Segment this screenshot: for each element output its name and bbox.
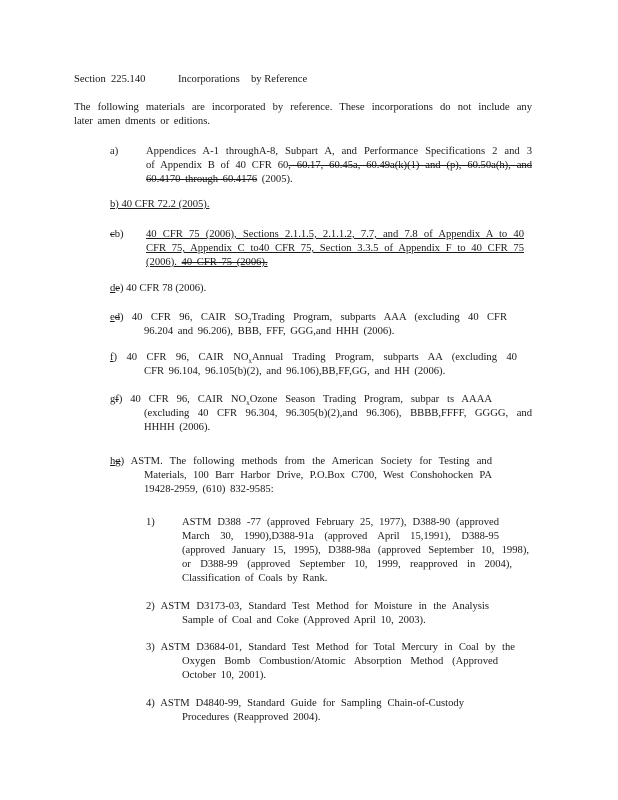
- item-d-label-struck: e: [115, 283, 120, 294]
- astm-2-line-2: Sample of Coal and Coke (Approved April 10, 2003).: [182, 615, 426, 626]
- astm-4-line-2: Procedures (Reapproved 2004).: [182, 712, 321, 723]
- item-c-label-struck: c: [110, 229, 115, 240]
- item-g-subscript: x: [246, 399, 250, 407]
- item-e: [110, 311, 507, 339]
- item-h-line-1: [110, 455, 492, 469]
- item-g-line-2: (excluding 40 CFR 96.304, 96.305(b)(2),and 96.306), BBBB,FFFF, GGGG, and: [144, 408, 532, 419]
- item-g-label-new: g: [110, 394, 116, 405]
- item-h: [110, 455, 492, 497]
- astm-1-line: ASTM D388 -77 (approved February 25, 1977), D388-90 (approved: [182, 517, 499, 528]
- item-f-label-new: f: [110, 352, 114, 363]
- item-c-line-3-text: (2006).: [146, 257, 182, 268]
- item-d-label-new: d: [110, 283, 116, 294]
- item-a-line-3: [146, 173, 532, 187]
- item-c-line-2: CFR 75, Appendix C to40 CFR 75, Section 3.3.5 of Appendix F to 40 CFR 75: [146, 243, 524, 254]
- item-a-line-1: Appendices A-1 throughA-8, Subpart A, and Performance Specifications 2 and 3: [146, 146, 532, 157]
- item-g: [110, 393, 532, 435]
- section-heading: [74, 73, 374, 87]
- astm-1-line: March 30, 1990),D388-91a (approved April 15,1991), D388-95: [182, 531, 499, 542]
- astm-4-line-1: ASTM D4840-99, Standard Guide for Sampling Chain-of-Custody: [160, 698, 464, 709]
- item-c-label-new: b): [114, 229, 124, 240]
- item-c-line-3: [146, 256, 524, 270]
- item-a: [146, 145, 532, 187]
- astm-3-line-1: ASTM D3684-01, Standard Test Method for Total Mercury in Coal by the: [160, 642, 515, 653]
- item-h-line-2: Materials, 100 Barr Harbor Drive, P.O.Box C700, West Conshohocken PA: [144, 470, 492, 481]
- item-f-line-1: [110, 351, 517, 365]
- section-title-suffix: by Reference: [251, 74, 308, 85]
- astm-3-line: [146, 641, 515, 655]
- item-f: [110, 351, 517, 379]
- item-f-line-2: CFR 96.104, 96.105(b)(2), and 96.106),BB,FF,GG, and HH (2006).: [144, 366, 446, 377]
- astm-1: [182, 516, 529, 586]
- item-e-line-1-post: Trading Program, subparts AAA (excluding 40 CFR: [251, 312, 508, 323]
- item-g-line-3: HHHH (2006).: [144, 422, 211, 433]
- item-c: [146, 228, 524, 270]
- item-b: b) 40 CFR 72.2 (2005).: [110, 199, 210, 210]
- astm-2-line: [146, 600, 489, 614]
- astm-1-line: (approved January 15, 1995), D388-98a (approved September 10, 1998),: [182, 545, 529, 556]
- item-a-label: a): [110, 146, 119, 157]
- astm-2-label: 2): [146, 601, 155, 612]
- item-d-text: ) 40 CFR 78 (2006).: [120, 283, 207, 294]
- astm-1-line: or D388-99 (approved September 10, 1999, reapproved in 2004),: [182, 559, 512, 570]
- astm-3-label: 3): [146, 642, 155, 653]
- item-g-line-1: [110, 393, 532, 407]
- item-g-line-1-post: Ozone Season Trading Program, subpar ts AAAA: [249, 394, 492, 405]
- intro-paragraph: [74, 101, 532, 129]
- astm-3-line-3: October 10, 2001).: [182, 670, 267, 681]
- item-a-struck-text: , 60.17, 60.45a, 60.49a(k)(1) and (p), 60.50a(h), and: [288, 160, 533, 171]
- item-a-struck-text-2: 60.4170 through 60.4176: [146, 174, 258, 185]
- item-g-line-1-pre: ) 40 CFR 96, CAIR NO: [118, 394, 247, 405]
- item-a-line-2-text: of Appendix B of 40 CFR 60: [146, 160, 289, 171]
- section-number: 225.140: [111, 74, 146, 85]
- item-e-label-new: e: [110, 312, 115, 323]
- item-e-line-2: 96.204 and 96.206), BBB, FFF, GGG,and HHH (2006).: [144, 326, 395, 337]
- item-e-line-1: [110, 311, 507, 325]
- intro-line-2: later amen dments or editions.: [74, 116, 210, 127]
- astm-1-line: Classification of Coals by Rank.: [182, 573, 328, 584]
- item-d: [110, 282, 206, 296]
- section-label: Section: [74, 74, 106, 85]
- item-e-subscript: 2: [248, 317, 252, 325]
- item-a-line-3-text: (2005).: [257, 174, 293, 185]
- item-h-label-struck: g: [115, 456, 121, 467]
- item-e-line-1-pre: ) 40 CFR 96, CAIR SO: [120, 312, 249, 323]
- astm-4-label: 4): [146, 698, 155, 709]
- astm-4-line: [146, 697, 464, 711]
- item-c-line-1: 40 CFR 75 (2006), Sections 2.1.1.5, 2.1.1.2, 7.7, and 7.8 of Appendix A to 40: [146, 229, 524, 240]
- item-c-label: [110, 228, 124, 242]
- astm-3-line-2: Oxygen Bomb Combustion/Atomic Absorption Method (Approved: [182, 656, 498, 667]
- item-g-label-struck: f: [115, 394, 119, 405]
- astm-2: [146, 600, 489, 628]
- section-title: Incorporations: [178, 74, 240, 85]
- astm-2-line-1: ASTM D3173-03, Standard Test Method for Moisture in the Analysis: [160, 601, 489, 612]
- intro-line-1: The following materials are incorporated by reference. These incorporations do not include any: [74, 102, 532, 113]
- item-h-line-1-text: ) ASTM. The following methods from the American Society for Testing and: [120, 456, 492, 467]
- item-c-struck-text: 40 CFR 75 (2006).: [181, 257, 268, 268]
- item-a-line-2: [146, 159, 532, 173]
- astm-4: [146, 697, 464, 725]
- item-f-line-1-pre: ) 40 CFR 96, CAIR NO: [113, 352, 249, 363]
- item-f-subscript: x: [248, 357, 252, 365]
- item-h-label-new: h: [110, 456, 116, 467]
- astm-3: [146, 641, 515, 683]
- item-h-line-3: 19428-2959, (610) 832-9585:: [144, 484, 274, 495]
- astm-1-label: 1): [146, 517, 155, 528]
- item-e-label-struck: d: [114, 312, 120, 323]
- item-f-line-1-post: Annual Trading Program, subparts AA (excluding 40: [252, 352, 517, 363]
